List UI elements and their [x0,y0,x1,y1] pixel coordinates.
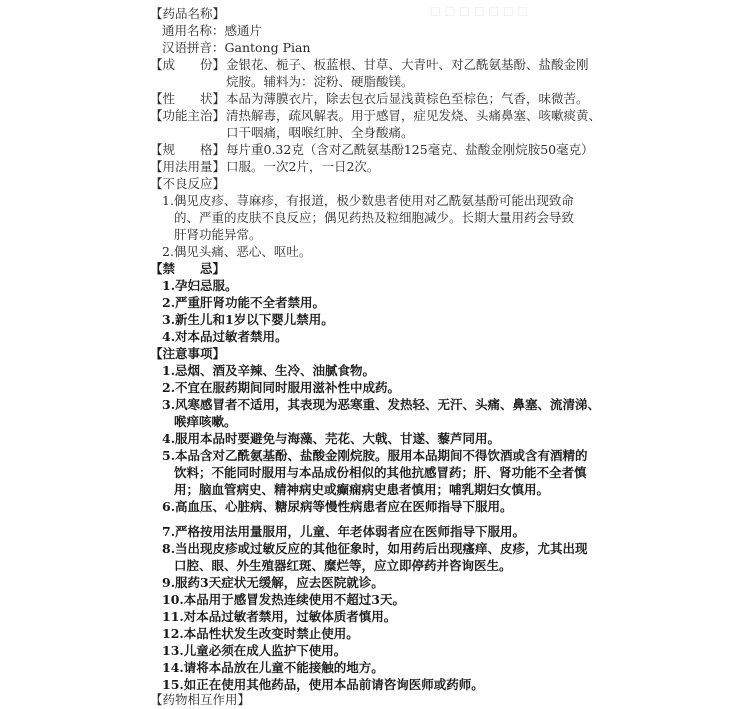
indications-text-line1: 清热解毒，疏风解表。用于感冒，症见发烧、头痛鼻塞、咳嗽痰黄、 [226,108,602,123]
precautions-label: 【注意事项】 [150,346,226,361]
contraindication-item: 1.孕妇忌服。 [162,278,238,293]
interactions-label: 【药物相互作用】 [150,692,251,707]
precaution-line: 口腔、眼、外生殖器红斑、糜烂等，应立即停药并咨询医生。 [174,558,512,573]
dosage-text: 口服。一次2片，一日2次。 [226,159,380,174]
precaution-line: 10.本品用于感冒发热连续使用不超过3天。 [162,592,405,607]
precaution-line: 13.儿童必须在成人监护下使用。 [162,643,347,658]
adverse-item1-line2: 的、严重的皮肤不良反应；偶见药热及粒细胞减少。长期大量用药会导致 [174,210,575,225]
precaution-line: 5.本品含对乙酰氨基酚、盐酸金刚烷胺。服用本品期间不得饮酒或含有酒精的 [162,448,588,463]
contraindication-item: 4.对本品过敏者禁用。 [162,329,288,344]
common-name: 通用名称：感通片 [162,23,263,38]
bleed-through-text: ☐ ☐ ☐ ☐ ☐ ☐ ☐ [430,5,529,19]
ingredients-text-line1: 金银花、栀子、板蓝根、甘草、大青叶、对乙酰氨基酚、盐酸金刚 [226,57,589,72]
precaution-line: 喉痒咳嗽。 [174,414,237,429]
precaution-line: 1.忌烟、酒及辛辣、生冷、油腻食物。 [162,363,376,378]
adverse-item2: 2.偶见头痛、恶心、呕吐。 [162,244,312,259]
precaution-line: 15.如正在使用其他药品，使用本品前请咨询医师或药师。 [162,677,484,692]
dosage-label: 【用法用量】 [150,159,226,174]
precaution-line: 7.严格按用法用量服用，儿童、年老体弱者应在医师指导下服用。 [162,524,526,539]
specification-label: 【规 格】 [150,142,226,157]
precaution-line: 12.本品性状发生改变时禁止使用。 [162,626,359,641]
specification-text: 每片重0.32克（含对乙酰氨基酚125毫克、盐酸金刚烷胺50毫克） [226,142,594,157]
adverse-reactions-label: 【不良反应】 [150,176,226,191]
adverse-item1-line3: 肝肾功能异常。 [174,227,262,242]
ingredients-label: 【成 份】 [150,57,226,72]
precaution-line: 4.服用本品时要避免与海藻、芫花、大戟、甘遂、藜芦同用。 [162,431,501,446]
precaution-line: 3.风寒感冒者不适用，其表现为恶寒重、发热轻、无汗、头痛、鼻塞、流清涕、 [162,397,601,412]
precaution-line: 6.高血压、心脏病、糖尿病等慢性病患者应在医师指导下服用。 [162,499,513,514]
contraindications-label: 【禁 忌】 [150,261,226,276]
contraindication-item: 2.严重肝肾功能不全者禁用。 [162,295,326,310]
precaution-line: 8.当出现皮疹或过敏反应的其他征象时，如用药后出现瘙痒、皮疹，尤其出现 [162,541,588,556]
properties-label: 【性 状】 [150,91,226,106]
precaution-line: 9.服药3天症状无缓解，应去医院就诊。 [162,575,384,590]
properties-text: 本品为薄膜衣片，除去包衣后显浅黄棕色至棕色；气香，味微苦。 [226,91,589,106]
pinyin-name: 汉语拼音：Gantong Pian [162,40,311,55]
precaution-line: 2.不宜在服药期间同时服用滋补性中成药。 [162,380,401,395]
indications-label: 【功能主治】 [150,108,226,123]
precaution-line: 用；脑血管病史、精神病史或癫痫病史患者慎用；哺乳期妇女慎用。 [174,482,550,497]
drug-name-label: 【药品名称】 [150,6,226,21]
precaution-line: 11.对本品过敏者禁用，过敏体质者慎用。 [162,609,397,624]
adverse-item1-line1: 1.偶见皮疹、荨麻疹，有报道，极少数患者使用对乙酰氨基酚可能出现致命 [162,193,574,208]
ingredients-text-line2: 烷胺。辅料为：淀粉、硬脂酸镁。 [226,74,414,89]
precaution-line: 14.请将本品放在儿童不能接触的地方。 [162,660,384,675]
contraindication-item: 3.新生儿和1岁以下婴儿禁用。 [162,312,334,327]
indications-text-line2: 口干咽痛，咽喉红肿、全身酸痛。 [226,125,414,140]
precaution-line: 饮料；不能同时服用与本品成份相似的其他抗感冒药；肝、肾功能不全者慎 [174,465,587,480]
